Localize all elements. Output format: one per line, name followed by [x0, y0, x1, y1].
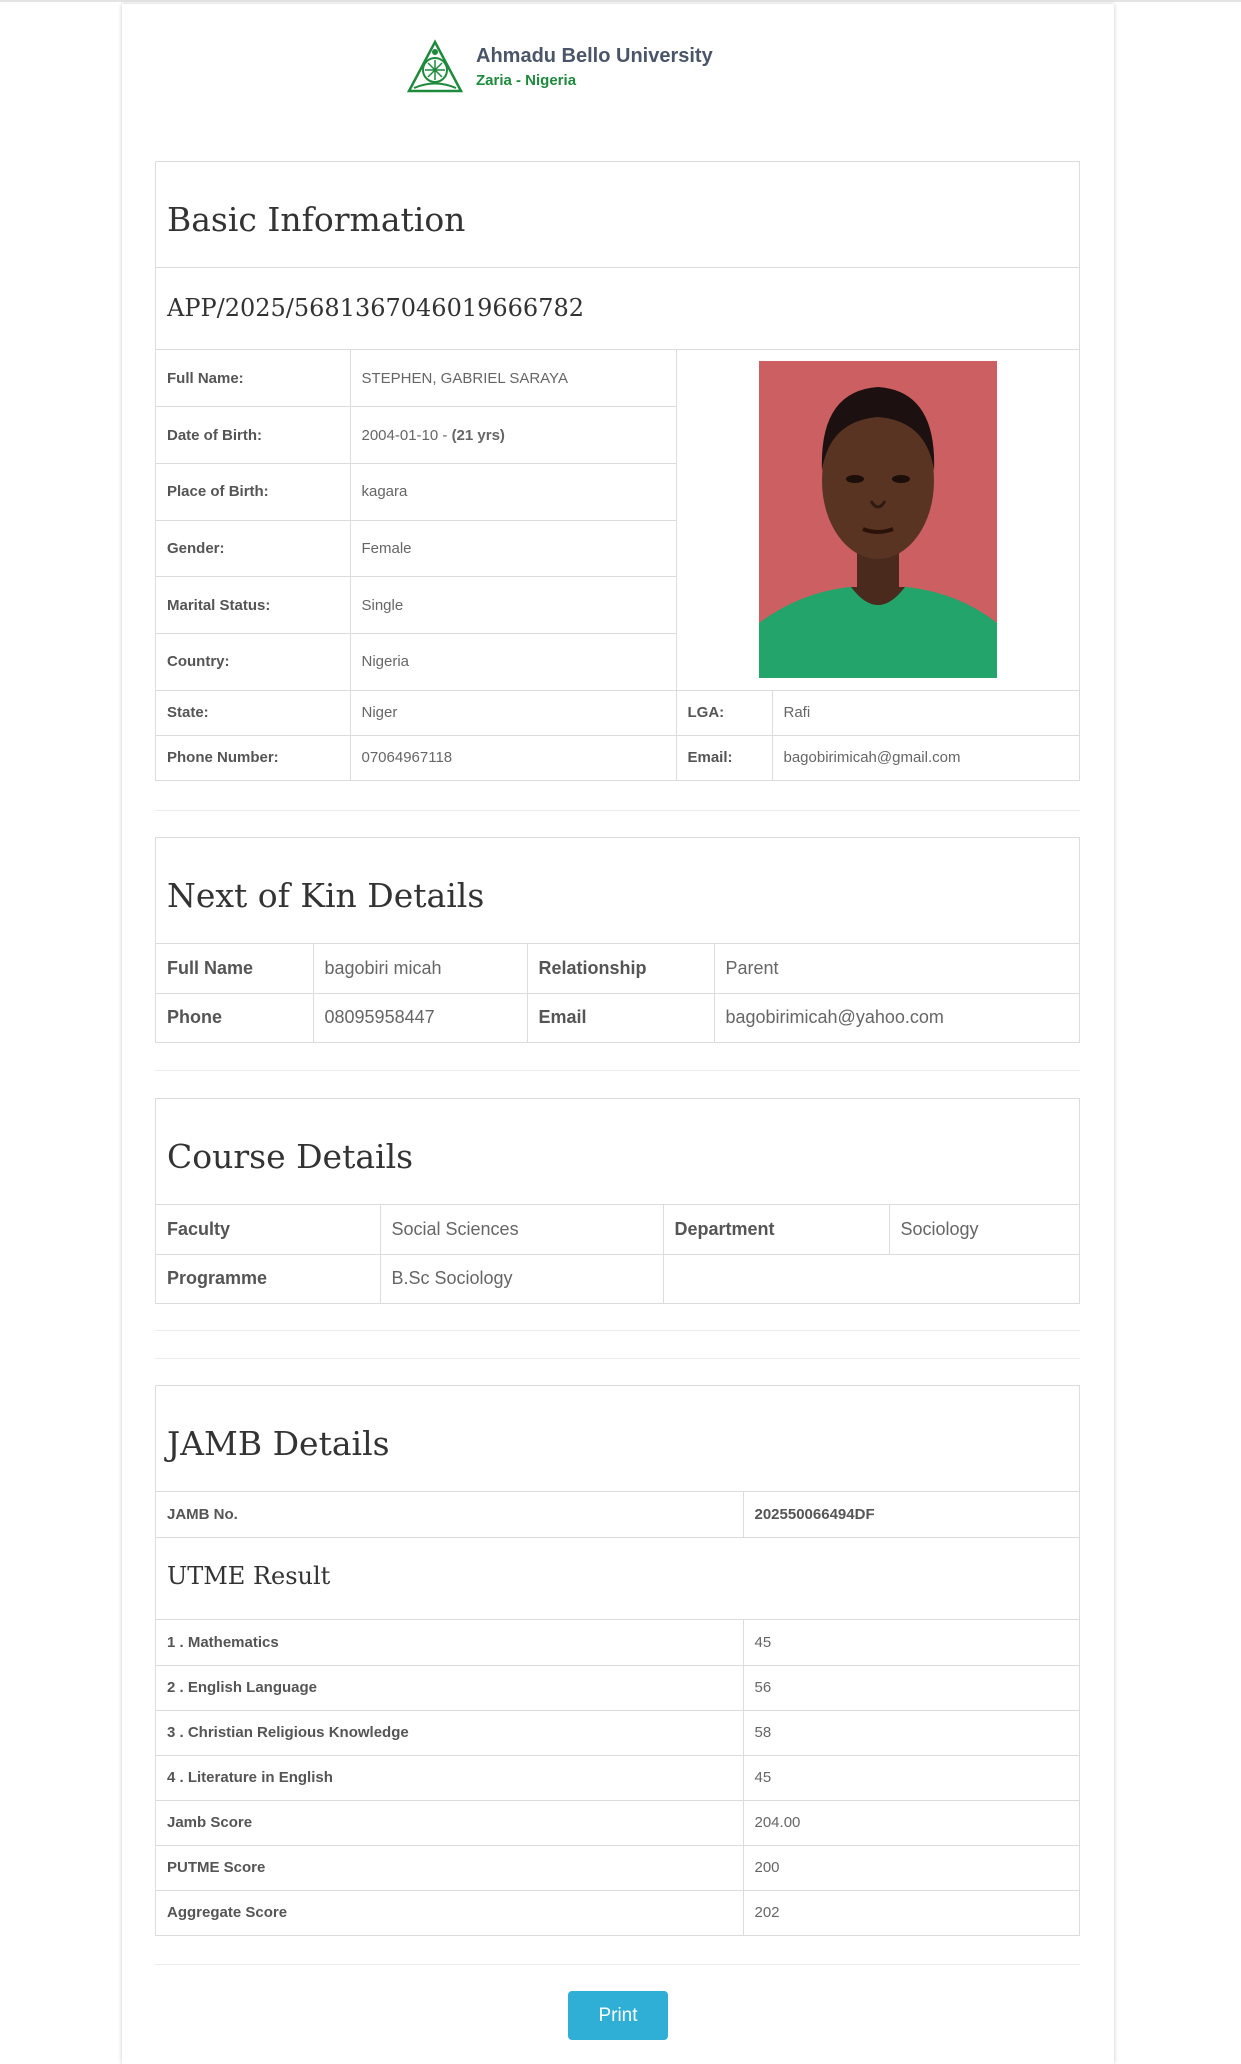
course-details-table — [156, 1205, 1079, 1303]
subject-score: 45 — [743, 1620, 1079, 1665]
kin-phone-value: 08095958447 — [313, 993, 527, 1042]
kin-email-value: bagobirimicah@yahoo.com — [714, 993, 1079, 1042]
lga-value: Rafi — [772, 690, 1079, 735]
table-row — [156, 1665, 1079, 1710]
section-divider — [155, 1070, 1080, 1071]
university-location: Zaria - Nigeria — [476, 72, 577, 89]
subject-name: 3 . Christian Religious Knowledge — [156, 1710, 743, 1755]
applicant-photo — [759, 361, 997, 678]
application-number: APP/2025/5681367046019666782 — [156, 268, 1079, 350]
utme-result-table — [156, 1620, 1079, 1935]
jamb-score-value: 204.00 — [743, 1800, 1079, 1845]
gender-value: Female — [350, 520, 676, 577]
state-label: State: — [156, 690, 350, 735]
programme-value: B.Sc Sociology — [380, 1254, 663, 1303]
date-of-birth-label: Date of Birth: — [156, 407, 350, 464]
section-divider — [155, 1330, 1080, 1331]
empty-cell — [663, 1254, 1079, 1303]
place-of-birth-label: Place of Birth: — [156, 463, 350, 520]
kin-full-name-label: Full Name — [156, 944, 313, 993]
lga-label: LGA: — [676, 690, 772, 735]
print-button[interactable]: Print — [568, 1991, 668, 2040]
basic-information-title: Basic Information — [156, 162, 1079, 268]
section-divider — [155, 1964, 1080, 1965]
jamb-no-value: 202550066494DF — [743, 1492, 1079, 1537]
subject-name: 1 . Mathematics — [156, 1620, 743, 1665]
putme-score-label: PUTME Score — [156, 1845, 743, 1890]
subject-score: 45 — [743, 1755, 1079, 1800]
programme-label: Programme — [156, 1254, 380, 1303]
subject-score: 58 — [743, 1710, 1079, 1755]
photo-cell — [676, 350, 1079, 690]
jamb-no-label: JAMB No. — [156, 1492, 743, 1537]
phone-number-value: 07064967118 — [350, 735, 676, 780]
kin-relationship-value: Parent — [714, 944, 1079, 993]
kin-relationship-label: Relationship — [527, 944, 714, 993]
course-details-title: Course Details — [156, 1099, 1079, 1205]
country-label: Country: — [156, 633, 350, 690]
kin-full-name-value: bagobiri micah — [313, 944, 527, 993]
next-of-kin-table — [156, 944, 1079, 1042]
kin-email-label: Email — [527, 993, 714, 1042]
university-logo — [406, 39, 464, 97]
basic-information-panel — [155, 161, 1080, 781]
phone-number-label: Phone Number: — [156, 735, 350, 780]
jamb-number-table — [156, 1492, 1079, 1537]
university-header — [406, 38, 713, 98]
jamb-details-panel — [155, 1385, 1080, 1936]
top-border — [0, 0, 1241, 2]
full-name-label: Full Name: — [156, 350, 350, 407]
place-of-birth-value: kagara — [350, 463, 676, 520]
portrait-image — [759, 361, 997, 678]
next-of-kin-panel — [155, 837, 1080, 1043]
country-value: Nigeria — [350, 633, 676, 690]
marital-status-label: Marital Status: — [156, 577, 350, 634]
email-value: bagobirimicah@gmail.com — [772, 735, 1079, 780]
subject-name: 2 . English Language — [156, 1665, 743, 1710]
jamb-details-title: JAMB Details — [156, 1386, 1079, 1492]
course-details-panel — [155, 1098, 1080, 1304]
full-name-value: STEPHEN, GABRIEL SARAYA — [350, 350, 676, 407]
putme-score-value: 200 — [743, 1845, 1079, 1890]
table-row — [156, 1620, 1079, 1665]
subject-name: 4 . Literature in English — [156, 1755, 743, 1800]
jamb-score-label: Jamb Score — [156, 1800, 743, 1845]
table-row — [156, 1755, 1079, 1800]
section-divider — [155, 1358, 1080, 1359]
subject-score: 56 — [743, 1665, 1079, 1710]
state-value: Niger — [350, 690, 676, 735]
section-divider — [155, 810, 1080, 811]
department-value: Sociology — [889, 1205, 1079, 1254]
application-sheet — [122, 4, 1114, 2064]
gender-label: Gender: — [156, 520, 350, 577]
date-of-birth-value: 2004-01-10 - — [361, 426, 452, 444]
next-of-kin-title: Next of Kin Details — [156, 838, 1079, 944]
aggregate-score-value: 202 — [743, 1890, 1079, 1935]
date-of-birth-cell — [350, 407, 676, 464]
faculty-label: Faculty — [156, 1205, 380, 1254]
age-value: (21 yrs) — [451, 426, 505, 444]
table-row — [156, 1710, 1079, 1755]
aggregate-score-label: Aggregate Score — [156, 1890, 743, 1935]
email-label: Email: — [676, 735, 772, 780]
utme-result-title: UTME Result — [156, 1537, 1079, 1620]
department-label: Department — [663, 1205, 889, 1254]
university-name: Ahmadu Bello University — [476, 45, 713, 67]
kin-phone-label: Phone — [156, 993, 313, 1042]
marital-status-value: Single — [350, 577, 676, 634]
basic-information-table — [156, 350, 1079, 780]
faculty-value: Social Sciences — [380, 1205, 663, 1254]
